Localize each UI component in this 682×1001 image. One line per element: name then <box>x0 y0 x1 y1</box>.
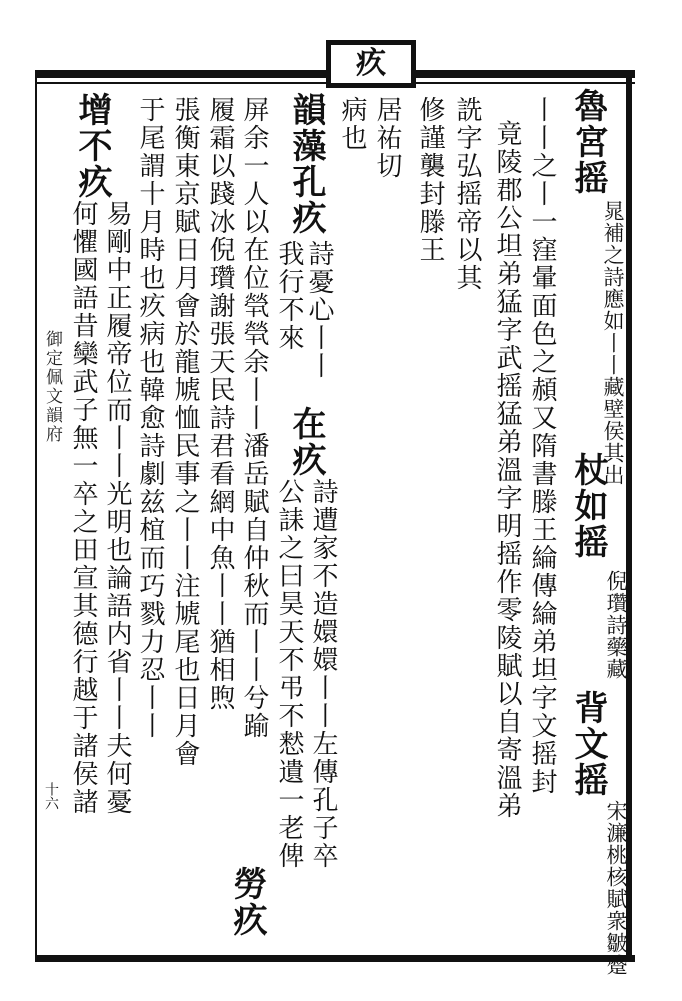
text-column-c4: 詵字弘摇帝以其 <box>452 96 482 292</box>
text-column-c3: 竟陵郡公坦弟猛字武摇猛弟溫字明摇作零陵賦以自寄溫弟 <box>492 120 522 820</box>
text-column-c1-big2: 杖如摇 <box>568 452 608 560</box>
text-column-c8: 屏余一人以在位煢煢余丨丨潘岳賦自仲秋而丨丨兮踰 <box>239 96 269 740</box>
text-column-c12-small2: 何懼國語昔欒武子無一卒之田宣其德行越于諸侯諸 <box>68 200 98 816</box>
left-border <box>35 70 37 962</box>
text-column-c7-small4: 公誄之曰昊天不弔不慭遺一老俾 <box>274 478 304 870</box>
text-column-c1-big3: 背文摇 <box>568 690 608 798</box>
heading-box <box>326 40 416 88</box>
text-column-c6-a: 居祐切 <box>372 96 402 180</box>
text-column-c5: 修謹襲封滕王 <box>415 96 445 264</box>
text-column-c7-big2: 在疚 <box>286 406 326 478</box>
text-column-c7-big: 韻藻孔疚 <box>286 92 326 236</box>
heading-char: 疚 <box>356 46 386 81</box>
text-column-c12-small: 易剛中正履帝位而丨丨光明也論語内省丨丨夫何憂 <box>102 200 132 816</box>
text-column-c12-big: 增不疚 <box>72 92 112 200</box>
text-column-c1-small3: 宋濂桃核賦衆皺蹙 <box>604 800 628 976</box>
text-column-c10: 張衡東京賦日月會於龍虓恤民事之丨丨注虓尾也日月會 <box>170 96 200 768</box>
text-column-c6-b: 病也 <box>337 96 367 152</box>
text-column-c9: 履霜以踐冰倪瓚謝張天民詩君看網中魚丨丨猶相煦 <box>205 96 235 712</box>
text-column-c2: 丨丨之丨一窪暈面色之頳又隋書滕王綸傳綸弟坦字文摇封 <box>527 96 557 796</box>
text-column-c8-big: 勞疚 <box>227 866 267 938</box>
margin-title: 御定佩文韻府 <box>42 330 62 444</box>
text-column-c1-small2: 倪瓚詩藥藏 <box>604 570 628 680</box>
page-number: 十六 <box>43 782 59 810</box>
text-column-c1-small: 晁補之詩應如丨丨藏壁侯其出 <box>601 200 625 486</box>
text-column-c7-small2: 我行不來 <box>274 240 304 352</box>
text-column-c11: 于尾謂十月時也疚病也韓愈詩劇兹椬而巧戮力忍丨丨 <box>135 96 165 740</box>
text-column-c7-small: 詩憂心丨丨 <box>304 240 334 380</box>
text-column-c7-small3: 詩遭家不造嬛嬛丨丨左傳孔子卒 <box>308 478 338 870</box>
text-column-c1-big: 魯宮摇 <box>568 88 608 196</box>
bottom-border <box>35 955 635 962</box>
